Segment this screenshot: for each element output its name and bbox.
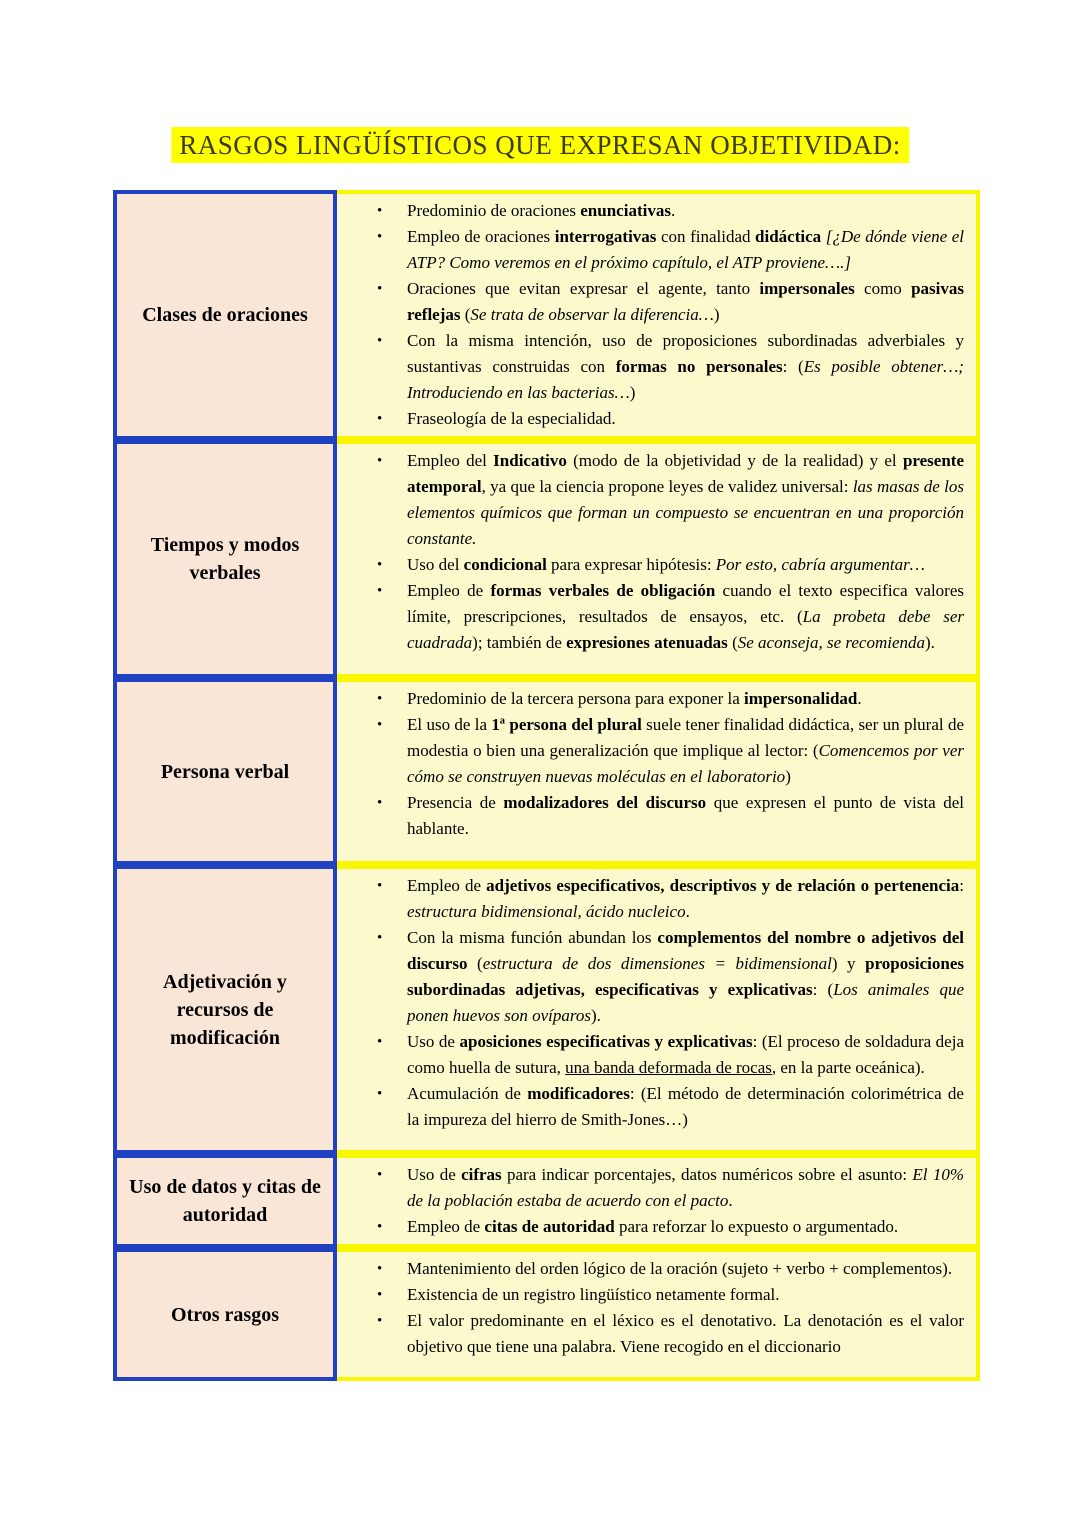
bullet-marker-icon: • (377, 1261, 383, 1277)
text-segment: con finalidad (656, 227, 756, 246)
text-segment: ). (925, 633, 935, 652)
text-segment: Con la misma función abundan los (407, 928, 658, 947)
text-segment: El uso de la (407, 715, 492, 734)
bullet-list (337, 873, 964, 1133)
table-row (113, 865, 980, 1154)
text-segment: Mantenimiento del orden lógico de la oración (sujeto + verbo + complementos). (407, 1259, 953, 1278)
text-segment: adjetivos especificativos, descriptivos y de relación o pertenencia (486, 876, 960, 895)
text-segment: Predominio de la tercera persona para exponer la (407, 689, 745, 708)
row-header-label: Uso de datos y citas de autoridad (129, 1176, 321, 1226)
text-segment: ( (467, 954, 483, 973)
text-segment: interrogativas (554, 227, 657, 246)
text-segment: suele tener finalidad didáctica, ser un plural de modestia o bien una generalización que implique al lector: ( (407, 715, 964, 760)
text-segment: Empleo del (407, 451, 494, 470)
bullet-list (337, 198, 964, 432)
bullet-marker-icon: • (377, 1219, 383, 1235)
text-segment: estructura bidimensional, ácido nucleico (407, 902, 686, 921)
bullet-marker-icon: • (377, 229, 383, 245)
bullet-marker-icon: • (377, 281, 383, 297)
text-segment: Oraciones que evitan expresar el agente, tanto (407, 279, 760, 298)
text-segment: Empleo de (407, 1217, 485, 1236)
row-header-cell (113, 190, 337, 440)
text-segment: Existencia de un registro lingüístico netamente formal. (407, 1285, 780, 1304)
text-segment: : ( (782, 357, 804, 376)
bullet-item (337, 712, 964, 790)
text-segment: condicional (463, 555, 547, 574)
bullet-marker-icon: • (377, 1313, 383, 1329)
bullet-marker-icon: • (377, 878, 383, 894)
text-segment: una banda deformada de rocas (565, 1058, 772, 1077)
text-segment: ) (713, 305, 720, 324)
text-segment: : (El proceso de soldadura deja como huella de sutura, (407, 1032, 964, 1077)
bullet-marker-icon: • (377, 203, 383, 219)
text-segment: impersonalidad (744, 689, 858, 708)
text-segment: estructura de dos dimensiones = bidimensional (482, 954, 832, 973)
text-segment: ). (591, 1006, 601, 1025)
text-segment: . (728, 1191, 733, 1210)
row-content-cell (337, 678, 980, 865)
text-segment: Uso de (407, 1165, 462, 1184)
bullet-marker-icon: • (377, 453, 383, 469)
text-segment: ( (460, 305, 471, 324)
bullet-item (337, 448, 964, 552)
bullet-item (337, 224, 964, 276)
bullet-marker-icon: • (377, 930, 383, 946)
text-segment: expresiones atenuadas (566, 633, 728, 652)
bullet-list (337, 1162, 964, 1240)
text-segment: : (959, 876, 964, 895)
bullet-item (337, 578, 964, 656)
text-segment: Por esto, cabría argumentar… (715, 555, 925, 574)
bullet-item (337, 1282, 964, 1308)
row-content-cell (337, 865, 980, 1154)
table-row (113, 1248, 980, 1381)
bullet-item (337, 925, 964, 1029)
text-segment: las masas de los elementos químicos que forman un compuesto se encuentran en una proporción constante. (407, 477, 964, 548)
row-header-cell (113, 865, 337, 1154)
text-segment: enunciativas (580, 201, 671, 220)
text-segment: presente atemporal (407, 451, 964, 496)
text-segment: Los animales que ponen huevos son ovíparos (407, 980, 965, 1025)
text-segment: formas verbales de obligación (490, 581, 716, 600)
row-header-cell (113, 440, 337, 678)
row-header-label: Otros rasgos (171, 1303, 279, 1326)
text-segment: para expresar hipótesis: (546, 555, 716, 574)
bullet-marker-icon: • (377, 557, 383, 573)
text-segment: ) (785, 767, 791, 786)
text-segment: Empleo de oraciones (407, 227, 555, 246)
text-segment: para reforzar lo expuesto o argumentado. (614, 1217, 899, 1236)
row-header-label: Persona verbal (160, 760, 290, 783)
table-row (113, 678, 980, 865)
bullet-item (337, 276, 964, 328)
row-header-label: Tiempos y modos verbales (150, 534, 300, 584)
page-title: RASGOS LINGÜÍSTICOS QUE EXPRESAN OBJETIVIDAD: (171, 127, 909, 163)
text-segment: Fraseología de la especialidad. (407, 409, 616, 428)
text-segment: 1ª persona del plural (491, 715, 642, 734)
text-segment: Empleo de (407, 876, 487, 895)
text-segment: : (El método de determinación colorimétrica de la impureza del hierro de Smith-Jones…) (407, 1084, 964, 1129)
row-header-label: Adjetivación y recursos de modificación (163, 970, 287, 1049)
bullet-item (337, 1308, 964, 1360)
text-segment: Presencia de (407, 793, 504, 812)
bullet-item (337, 1081, 964, 1133)
bullet-list (337, 448, 964, 656)
text-segment: : ( (812, 980, 834, 999)
bullet-marker-icon: • (377, 411, 383, 427)
bullet-marker-icon: • (377, 1086, 383, 1102)
row-content-cell (337, 1154, 980, 1248)
text-segment: formas no personales (615, 357, 783, 376)
text-segment: ( (727, 633, 738, 652)
text-segment: . (670, 201, 676, 220)
bullet-item (337, 873, 964, 925)
text-segment: Comencemos por ver cómo se construyen nuevas moléculas en el laboratorio (407, 741, 964, 786)
text-segment: proposiciones subordinadas adjetivas, especificativas y explicativas (407, 954, 964, 999)
text-segment: didáctica (755, 227, 822, 246)
text-segment: [¿De dónde viene el ATP? Como veremos en el próximo capítulo, el ATP proviene….] (407, 227, 964, 272)
row-header-cell (113, 1154, 337, 1248)
bullet-marker-icon: • (377, 691, 383, 707)
bullet-item (337, 686, 964, 712)
bullet-item (337, 198, 964, 224)
text-segment: Indicativo (493, 451, 567, 470)
table-row (113, 190, 980, 440)
row-header-cell (113, 1248, 337, 1381)
bullet-item (337, 1162, 964, 1214)
text-segment: Predominio de oraciones (407, 201, 581, 220)
row-header-cell (113, 678, 337, 865)
text-segment: . (857, 689, 862, 708)
bullet-marker-icon: • (377, 333, 383, 349)
bullet-marker-icon: • (377, 583, 383, 599)
text-segment: ) y (831, 954, 866, 973)
bullet-item (337, 1256, 964, 1282)
text-segment: ); también de (472, 633, 567, 652)
bullet-marker-icon: • (377, 717, 383, 733)
bullet-marker-icon: • (377, 795, 383, 811)
text-segment: para indicar porcentajes, datos numéricos sobre el asunto: (501, 1165, 913, 1184)
text-segment: aposiciones especificativas y explicativas (459, 1032, 753, 1051)
bullet-item (337, 1029, 964, 1081)
bullet-item (337, 790, 964, 842)
row-header-label: Clases de oraciones (142, 304, 308, 326)
text-segment: complementos del nombre o adjetivos del discurso (407, 928, 964, 973)
bullet-marker-icon: • (377, 1287, 383, 1303)
text-segment: cuando el texto especifica valores límite, prescripciones, resultados de ensayos, etc. ( (407, 581, 964, 626)
text-segment: modalizadores del discurso (503, 793, 707, 812)
bullet-item (337, 1214, 964, 1240)
table-row (113, 1154, 980, 1248)
text-segment: citas de autoridad (484, 1217, 615, 1236)
text-segment: cifras (461, 1165, 502, 1184)
text-segment: Se aconseja, se recomienda (737, 633, 925, 652)
bullet-item (337, 552, 964, 578)
row-content-cell (337, 440, 980, 678)
bullet-item (337, 328, 964, 406)
text-segment: ) (629, 383, 636, 402)
text-segment: Es posible obtener…; Introduciendo en las bacterias… (407, 357, 964, 402)
row-content-cell (337, 190, 980, 440)
text-segment: como (854, 279, 912, 298)
text-segment: , en la parte oceánica). (771, 1058, 925, 1077)
text-segment: (modo de la objetividad y de la realidad) y el (566, 451, 903, 470)
bullet-marker-icon: • (377, 1167, 383, 1183)
bullet-list (337, 686, 964, 842)
text-segment: modificadores (527, 1084, 630, 1103)
text-segment: impersonales (759, 279, 855, 298)
text-segment: Uso de (407, 1032, 460, 1051)
row-content-cell (337, 1248, 980, 1381)
text-segment: La probeta debe ser cuadrada (407, 607, 964, 652)
text-segment: . (685, 902, 690, 921)
text-segment: Acumulación de (407, 1084, 528, 1103)
text-segment: El valor predominante en el léxico es el denotativo. La denotación es el valor objetivo que tiene una palabra. Viene recogido en el diccionario (407, 1311, 964, 1356)
text-segment: Empleo de (407, 581, 491, 600)
bullet-item (337, 406, 964, 432)
text-segment: , ya que la ciencia propone leyes de validez universal: (481, 477, 853, 496)
text-segment: Uso del (407, 555, 464, 574)
text-segment: Se trata de observar la diferencia… (470, 305, 714, 324)
text-segment: El 10% de la población estaba de acuerdo con el pacto (407, 1165, 964, 1210)
table-row (113, 440, 980, 678)
text-segment: pasivas reflejas (407, 279, 964, 324)
text-segment: Con la misma intención, uso de proposiciones subordinadas adverbiales y sustantivas construidas con (407, 331, 964, 376)
text-segment: que expresen el punto de vista del hablante. (407, 793, 965, 838)
bullet-marker-icon: • (377, 1034, 383, 1050)
features-table (113, 190, 980, 1381)
bullet-list (337, 1256, 964, 1360)
